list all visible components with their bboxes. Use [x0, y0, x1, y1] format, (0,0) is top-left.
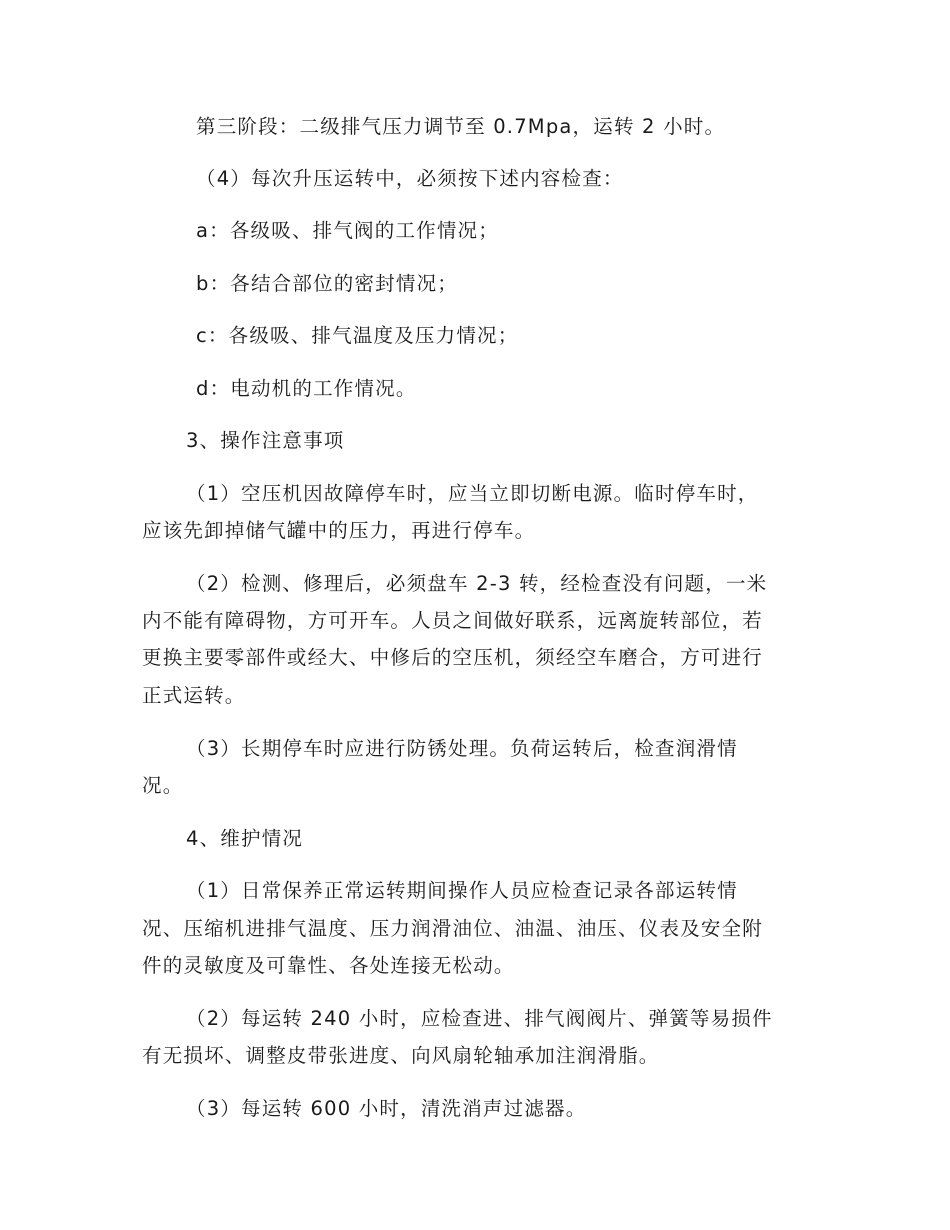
check-c-line: c：各级吸、排气温度及压力情况；	[196, 324, 519, 347]
note-1-line-1: （1）空压机因故障停车时，应当立即切断电源。临时停车时，	[186, 482, 759, 505]
maint-1-line-3: 件的灵敏度及可靠性、各处连接无松动。	[142, 954, 515, 977]
note-2-line-1: （2）检测、修理后，必须盘车 2-3 转，经检查没有问题，一米	[186, 572, 768, 595]
maint-2-line-1: （2）每运转 240 小时，应检查进、排气阀阀片、弹簧等易损件	[186, 1007, 773, 1030]
maint-3-line: （3）每运转 600 小时，清洗消声过滤器。	[186, 1097, 587, 1120]
note-2-line-4: 正式运转。	[142, 684, 246, 707]
section-3-heading: 3、操作注意事项	[186, 429, 345, 452]
item-4-line: （4）每次升压运转中，必须按下述内容检查：	[196, 167, 624, 190]
check-b-line: b：各结合部位的密封情况；	[196, 272, 458, 295]
note-3-line-2: 况。	[142, 774, 184, 797]
maint-1-line-1: （1）日常保养正常运转期间操作人员应检查记录各部运转情	[186, 879, 738, 902]
note-1-line-2: 应该先卸掉储气罐中的压力，再进行停车。	[142, 519, 536, 542]
maint-1-line-2: 况、压缩机进排气温度、压力润滑油位、油温、油压、仪表及安全附	[142, 917, 764, 940]
section-4-heading: 4、维护情况	[186, 827, 304, 850]
note-2-line-3: 更换主要零部件或经大、中修后的空压机，须经空车磨合，方可进行	[142, 646, 764, 669]
note-2-line-2: 内不能有障碍物，方可开车。人员之间做好联系，远离旋转部位，若	[142, 609, 764, 632]
note-3-line-1: （3）长期停车时应进行防锈处理。负荷运转后，检查润滑情	[186, 737, 738, 760]
stage-three-line: 第三阶段：二级排气压力调节至 0.7Mpa，运转 2 小时。	[196, 115, 726, 138]
check-d-line: d：电动机的工作情况。	[196, 377, 417, 400]
maint-2-line-2: 有无损坏、调整皮带张进度、向风扇轮轴承加注润滑脂。	[142, 1044, 660, 1067]
check-a-line: a：各级吸、排气阀的工作情况；	[196, 219, 499, 242]
